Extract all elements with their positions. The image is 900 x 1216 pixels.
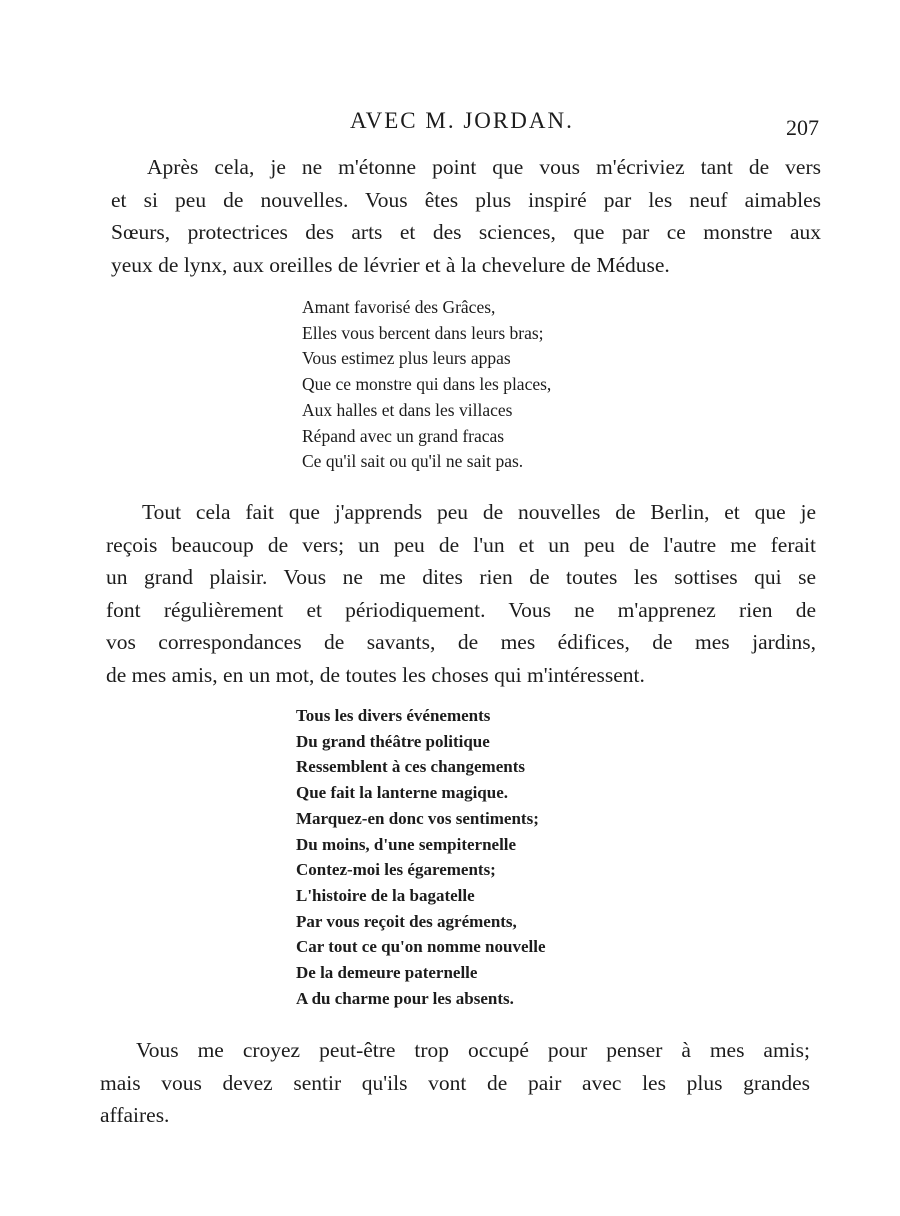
paragraph-line: reçois beaucoup de vers; un peu de l'un et un peu de l'autre me ferait xyxy=(106,532,816,557)
verse-stanza-1 xyxy=(302,295,551,475)
verse-line: Vous estimez plus leurs appas xyxy=(302,348,511,369)
verse-line: Par vous reçoit des agréments, xyxy=(296,911,517,931)
verse-line: Que fait la lanterne magique. xyxy=(296,783,509,803)
paragraph-line: vos correspondances de savants, de mes édifices, de mes jardins, xyxy=(106,630,816,654)
paragraph-line: Tout cela fait que j'apprends peu de nouvelles de Berlin, et que je xyxy=(142,500,816,524)
verse-line: Du grand théâtre politique xyxy=(296,731,490,751)
paragraph-3 xyxy=(100,1034,810,1132)
verse-line: Du moins, d'une sempiternelle xyxy=(296,834,517,854)
paragraph-line: font régulièrement et périodiquement. Vous ne m'apprenez rien de xyxy=(106,597,816,622)
verse-line: Marquez-en donc vos sentiments; xyxy=(296,808,539,828)
verse-line: Ressemblent à ces changements xyxy=(296,757,525,777)
paragraph-line: de mes amis, en un mot, de toutes les choses qui m'intéressent. xyxy=(106,662,645,687)
paragraph-line: et si peu de nouvelles. Vous êtes plus inspiré par les neuf aimables xyxy=(111,187,821,212)
verse-line: Contez-moi les égarements; xyxy=(296,860,496,880)
paragraph-line: Après cela, je ne m'étonne point que vous m'écriviez tant de vers xyxy=(147,155,821,179)
page-number: 207 xyxy=(786,115,819,140)
verse-line: Ce qu'il sait ou qu'il ne sait pas. xyxy=(302,451,524,472)
verse-line: Car tout ce qu'on nomme nouvelle xyxy=(296,937,546,957)
verse-line: A du charme pour les absents. xyxy=(296,988,514,1008)
running-head xyxy=(0,108,900,138)
verse-line: L'histoire de la bagatelle xyxy=(296,885,475,905)
verse-line: De la demeure paternelle xyxy=(296,963,478,983)
verse-stanza-2 xyxy=(296,703,546,1011)
verse-line: Elles vous bercent dans leurs bras; xyxy=(302,322,544,343)
verse-line: Que ce monstre qui dans les places, xyxy=(302,374,552,395)
verse-line: Amant favorisé des Grâces, xyxy=(302,297,496,317)
running-title: AVEC M. JORDAN. xyxy=(350,108,574,133)
verse-line: Répand avec un grand fracas xyxy=(302,425,505,446)
paragraph-line: Vous me croyez peut-être trop occupé pour penser à mes amis; xyxy=(136,1038,810,1062)
verse-line: Aux halles et dans les villaces xyxy=(302,399,513,420)
paragraph-line: un grand plaisir. Vous ne me dites rien de toutes les sottises qui se xyxy=(106,565,816,589)
paragraph-line: yeux de lynx, aux oreilles de lévrier et à la chevelure de Méduse. xyxy=(111,252,670,277)
verse-line: Tous les divers événements xyxy=(296,706,491,725)
paragraph-2 xyxy=(106,496,816,691)
paragraph-line: affaires. xyxy=(100,1103,170,1127)
paragraph-line: Sœurs, protectrices des arts et des sciences, que par ce monstre aux xyxy=(111,220,821,244)
paragraph-1 xyxy=(111,151,821,281)
paragraph-line: mais vous devez sentir qu'ils vont de pair avec les plus grandes xyxy=(100,1070,810,1095)
